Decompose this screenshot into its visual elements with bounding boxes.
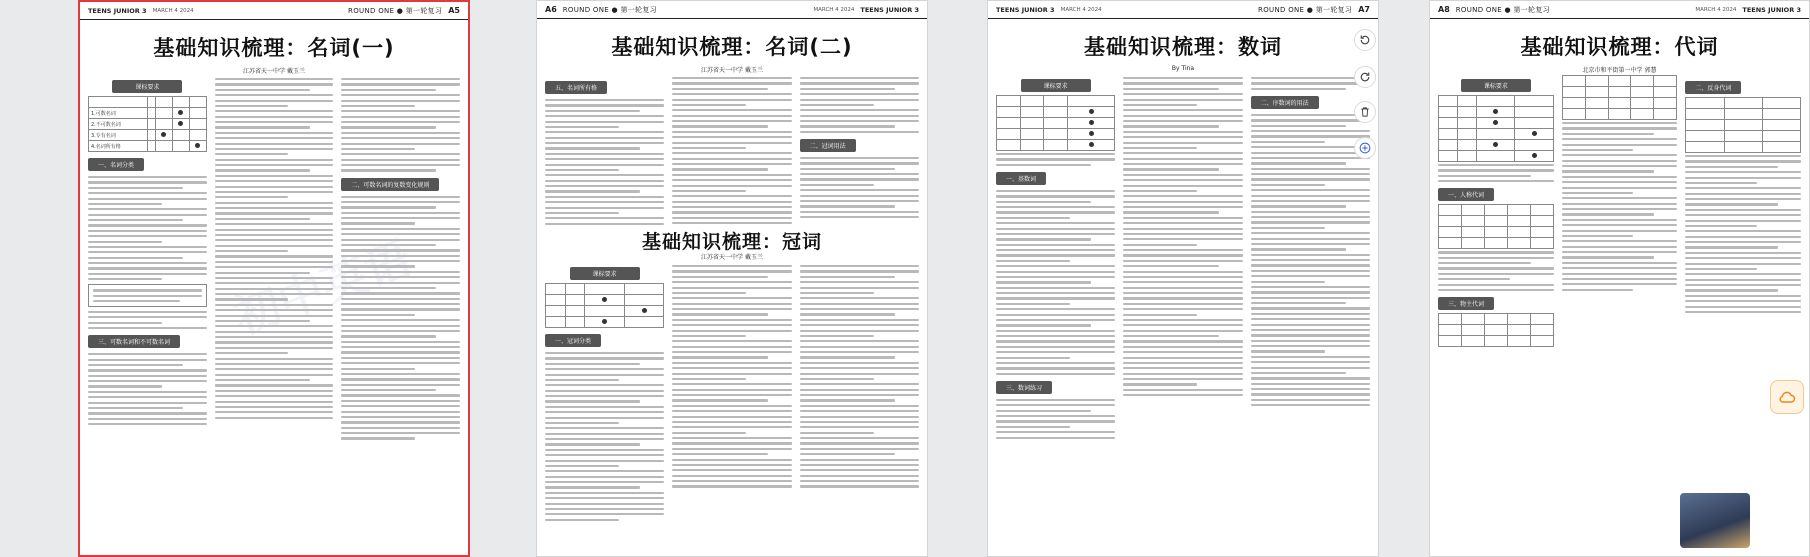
section-heading: 一、基数词 [996,172,1046,185]
requirements-table [996,95,1115,151]
page-thumbnail-a8[interactable] [1429,0,1810,557]
section-heading: 三、数词练习 [996,381,1052,394]
column-2 [1123,75,1242,550]
author-line: 江苏省天一中学 戴玉兰 [243,68,305,75]
watermark: 初中英语 [227,230,419,345]
page-header [80,2,468,20]
cloud-icon [1777,387,1797,407]
pronoun-chart [1562,75,1678,120]
column-2 [1562,75,1678,550]
page-thumbnail-a5[interactable] [78,0,470,557]
page-number: A5 [448,6,460,15]
page-title: 基础知识梳理：代词 [1520,35,1719,59]
page-number: A7 [1358,5,1370,14]
section-heading: 二、可数名词的复数变化规则 [341,178,439,191]
column-3 [800,263,919,550]
issue-date: MARCH 4 2024 [1695,6,1737,13]
section-heading: 一、冠词分类 [545,334,601,347]
section-heading: 五、名词所有格 [545,81,607,94]
column-3 [341,76,460,549]
section-heading: 二、反身代词 [1685,81,1741,94]
section-heading: 三、物主代词 [1438,297,1494,310]
page-header [1430,1,1809,19]
page-header [537,1,927,19]
issue-date: MARCH 4 2024 [152,7,194,14]
section-heading: 二、冠词用法 [800,139,856,152]
section-heading: 课标要求 [1461,79,1531,92]
section-heading: 课标要求 [1021,79,1091,92]
round-label: ROUND ONE ● 第一轮复习 [348,6,443,15]
column-2 [215,76,334,549]
trash-icon [1359,106,1371,118]
issue-date: MARCH 4 2024 [1060,6,1102,13]
author-line: By Tina [1171,65,1195,72]
page-number: A6 [545,5,557,14]
undo-button[interactable] [1354,29,1376,51]
section-heading: 三、可数名词和不可数名词 [88,335,180,348]
column-3 [800,75,919,225]
round-label: ROUND ONE ● 第一轮复习 [562,5,657,14]
redo-icon [1359,71,1371,83]
redo-button[interactable] [1354,66,1376,88]
column-1 [1438,75,1554,550]
section-heading: 课标要求 [570,267,640,280]
round-label: ROUND ONE ● 第一轮复习 [1258,5,1353,14]
table-cell: 1.可数名词 [89,108,148,119]
section-heading: 一、名词分类 [88,158,144,171]
page-number: A8 [1438,5,1450,14]
brand-label: TEENS JUNIOR 3 [860,5,919,14]
table-cell: 3.专有名词 [89,130,148,141]
table-cell: 2.不可数名词 [89,119,148,130]
page-title: 基础知识梳理：数词 [1084,35,1282,59]
requirements-table [545,283,664,328]
undo-icon [1359,34,1371,46]
add-page-button[interactable] [1354,137,1376,159]
round-label: ROUND ONE ● 第一轮复习 [1455,5,1550,14]
issue-date: MARCH 4 2024 [813,6,855,13]
column-3 [1251,75,1370,550]
page-thumbnail-a7[interactable] [987,0,1379,557]
delete-button[interactable] [1354,101,1376,123]
table-cell: 4.名词所有格 [89,141,148,152]
section-title-articles: 基础知识梳理：冠词 [641,231,822,253]
column-1 [996,75,1115,550]
requirements-table [88,96,207,152]
column-1 [545,75,664,225]
column-2 [672,263,791,550]
page-title: 基础知识梳理：名词(一) [153,36,395,60]
plus-circle-icon [1359,142,1371,154]
brand-label: TEENS JUNIOR 3 [996,5,1055,14]
page-title: 基础知识梳理：名词(二) [611,35,853,59]
section-heading: 一、人称代词 [1438,188,1494,201]
possessive-table [1438,313,1554,347]
column-1 [545,263,664,550]
brand-label: TEENS JUNIOR 3 [1742,5,1801,14]
page-header [988,1,1378,19]
author-line: 北京市和平街第一中学 郭慧 [1582,67,1657,74]
section-heading: 课标要求 [112,80,182,93]
page-thumbnail-a6[interactable] [536,0,928,557]
pronoun-table [1438,204,1554,249]
author-line: 江苏省天一中学 戴玉兰 [701,67,763,74]
column-1 [88,76,207,549]
brand-label: TEENS JUNIOR 3 [88,6,147,15]
column-2 [672,75,791,225]
reflexive-table [1685,97,1801,153]
section-heading: 二、序数词的用法 [1251,96,1319,109]
column-3 [1685,75,1801,550]
cloud-upload-button[interactable] [1770,380,1804,414]
author-line: 江苏省天一中学 戴玉兰 [701,254,763,261]
illustration-image [1680,493,1750,548]
requirements-table [1438,95,1554,162]
